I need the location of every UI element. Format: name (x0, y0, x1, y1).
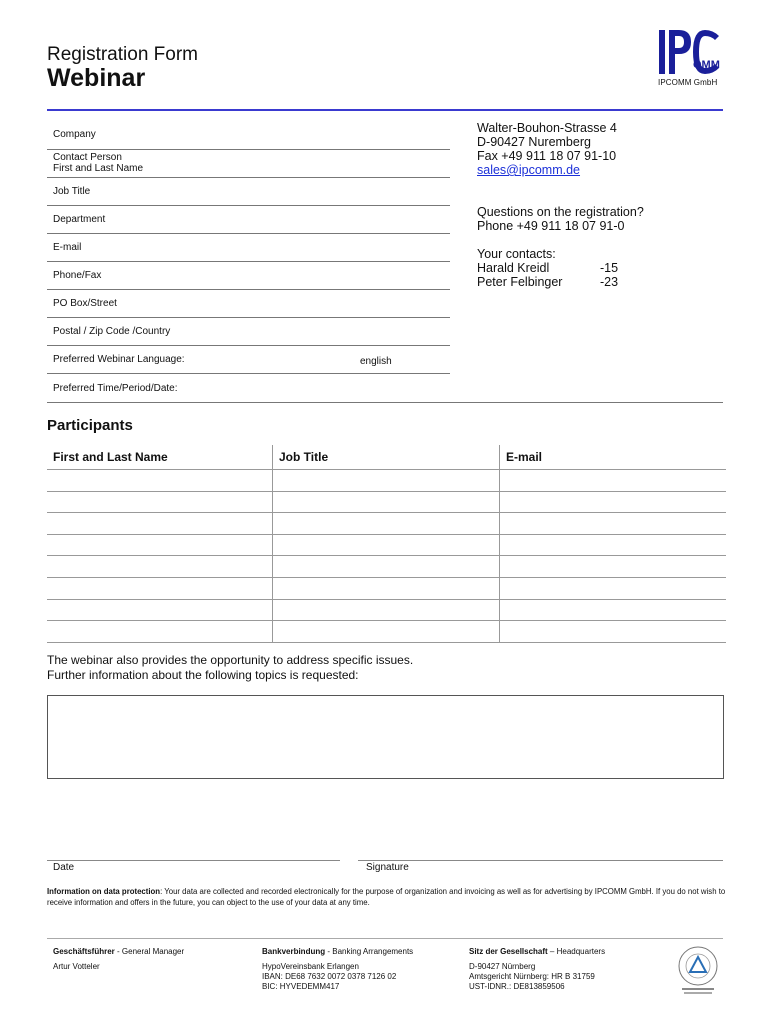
column-header-email: E-mail (500, 445, 727, 470)
po-box-street-field[interactable] (47, 289, 450, 318)
contact-name: Peter Felbinger (477, 275, 563, 289)
table-cell[interactable] (273, 513, 500, 535)
date-line[interactable] (47, 860, 340, 861)
table-cell[interactable] (500, 577, 727, 599)
questions-phone: Phone +49 911 18 07 91-0 (477, 219, 625, 233)
postal-zip-country-label: Postal / Zip Code /Country (53, 326, 171, 337)
registration-questions (477, 205, 644, 233)
table-header-row (47, 445, 726, 470)
contact-extension: -15 (600, 261, 619, 275)
hq-subtitle: – Headquarters (547, 947, 606, 956)
bank-line-3: BIC: HYVEDEMM417 (262, 982, 340, 991)
table-row (47, 577, 726, 599)
webinar-language-label: Preferred Webinar Language: (53, 354, 185, 365)
form-title: Webinar (47, 64, 146, 92)
data-protection-text: : Your data are collected and recorded electronically for the purpose of organization and invoicing as well as for advertising by IPCOMM GmbH. If you do not wish to receive information and offers in the future, you can object to the use of your data at any time. (47, 887, 726, 907)
topics-line-1: The webinar also provides the opportunity to address specific issues. (47, 653, 414, 667)
email-field[interactable] (47, 233, 450, 262)
table-cell[interactable] (47, 577, 273, 599)
po-box-street-label: PO Box/Street (53, 298, 117, 309)
table-row (47, 621, 726, 643)
topics-intro (47, 653, 413, 682)
footer-general-manager (53, 947, 184, 972)
table-cell[interactable] (273, 491, 500, 513)
table-cell[interactable] (500, 470, 727, 492)
contact-extension: -23 (600, 275, 619, 289)
job-title-field[interactable] (47, 177, 450, 206)
company-field[interactable] (47, 121, 450, 150)
questions-text: Questions on the registration? (477, 205, 644, 219)
certification-seal-icon (676, 945, 720, 989)
hq-line-1: D-90427 Nürnberg (469, 962, 536, 971)
topics-textarea[interactable] (47, 695, 724, 779)
hq-line-2: Amtsgericht Nürnberg: HR B 31759 (469, 972, 595, 981)
contact-person-field[interactable] (47, 149, 450, 178)
table-cell[interactable] (500, 513, 727, 535)
signature-label: Signature (366, 862, 409, 873)
phone-fax-field[interactable] (47, 261, 450, 290)
logo-caption: IPCOMM GmbH (658, 78, 718, 87)
bank-subtitle: - Banking Arrangements (325, 947, 414, 956)
preferred-time-field[interactable] (47, 374, 723, 403)
hq-line-3: UST-IDNR.: DE813859506 (469, 982, 565, 991)
gm-name: Artur Votteler (53, 962, 100, 971)
table-cell[interactable] (47, 599, 273, 621)
first-last-name-label: First and Last Name (53, 163, 144, 174)
footer-headquarters (469, 947, 605, 992)
table-cell[interactable] (273, 599, 500, 621)
preferred-time-label: Preferred Time/Period/Date: (53, 383, 178, 394)
table-cell[interactable] (47, 491, 273, 513)
table-row (47, 534, 726, 556)
table-cell[interactable] (47, 513, 273, 535)
svg-text:OMM: OMM (693, 59, 720, 71)
table-cell[interactable] (47, 534, 273, 556)
contact-name: Harald Kreidl (477, 261, 550, 275)
contact-email-link[interactable]: sales@ipcomm.de (477, 163, 581, 177)
data-protection-heading: Information on data protection (47, 887, 161, 896)
table-cell[interactable] (500, 556, 727, 578)
contacts-label: Your contacts: (477, 247, 556, 261)
table-cell[interactable] (500, 491, 727, 513)
contact-city: D-90427 Nuremberg (477, 135, 591, 149)
header-divider (47, 109, 723, 111)
table-cell[interactable] (273, 470, 500, 492)
email-label: E-mail (53, 242, 82, 253)
gm-title: Geschäftsführer (53, 947, 115, 956)
table-cell[interactable] (273, 534, 500, 556)
data-protection-notice (47, 886, 727, 908)
table-cell[interactable] (500, 534, 727, 556)
company-label: Company (53, 129, 96, 140)
form-subtitle: Registration Form (47, 44, 198, 65)
phone-fax-label: Phone/Fax (53, 270, 102, 281)
participants-table (47, 445, 726, 643)
department-label: Department (53, 214, 106, 225)
column-header-name: First and Last Name (53, 450, 168, 464)
bank-line-1: HypoVereinsbank Erlangen (262, 962, 359, 971)
hq-title: Sitz der Gesellschaft (469, 947, 548, 956)
table-row (47, 513, 726, 535)
contact-fax: Fax +49 911 18 07 91-10 (477, 149, 617, 163)
signature-line[interactable] (358, 860, 723, 861)
footer-banking (262, 947, 413, 992)
table-row (47, 470, 726, 492)
table-row (47, 599, 726, 621)
gm-subtitle: - General Manager (114, 947, 185, 956)
table-cell[interactable] (500, 599, 727, 621)
webinar-language-field[interactable] (47, 345, 450, 374)
footer-divider (47, 938, 723, 939)
contact-street: Walter-Bouhon-Strasse 4 (477, 121, 617, 135)
table-row (47, 491, 726, 513)
table-cell[interactable] (500, 621, 727, 643)
date-label: Date (53, 862, 75, 873)
column-header-job-title: Job Title (273, 445, 500, 470)
table-row (47, 556, 726, 578)
bank-line-2: IBAN: DE68 7632 0072 0378 7126 02 (262, 972, 397, 981)
table-cell[interactable] (273, 556, 500, 578)
job-title-label: Job Title (53, 186, 91, 197)
topics-line-2: Further information about the following topics is requested: (47, 667, 359, 682)
webinar-language-value[interactable]: english (360, 356, 392, 367)
contacts-block (477, 247, 619, 289)
contact-person-label: Contact Person (53, 152, 122, 163)
contact-address (477, 121, 617, 177)
table-cell[interactable] (47, 556, 273, 578)
postal-zip-country-field[interactable] (47, 317, 450, 346)
department-field[interactable] (47, 205, 450, 234)
participants-heading: Participants (47, 417, 133, 434)
table-cell[interactable] (47, 470, 273, 492)
table-cell[interactable] (273, 577, 500, 599)
bank-title: Bankverbindung (262, 947, 326, 956)
table-cell[interactable] (47, 621, 273, 643)
table-cell[interactable] (273, 621, 500, 643)
